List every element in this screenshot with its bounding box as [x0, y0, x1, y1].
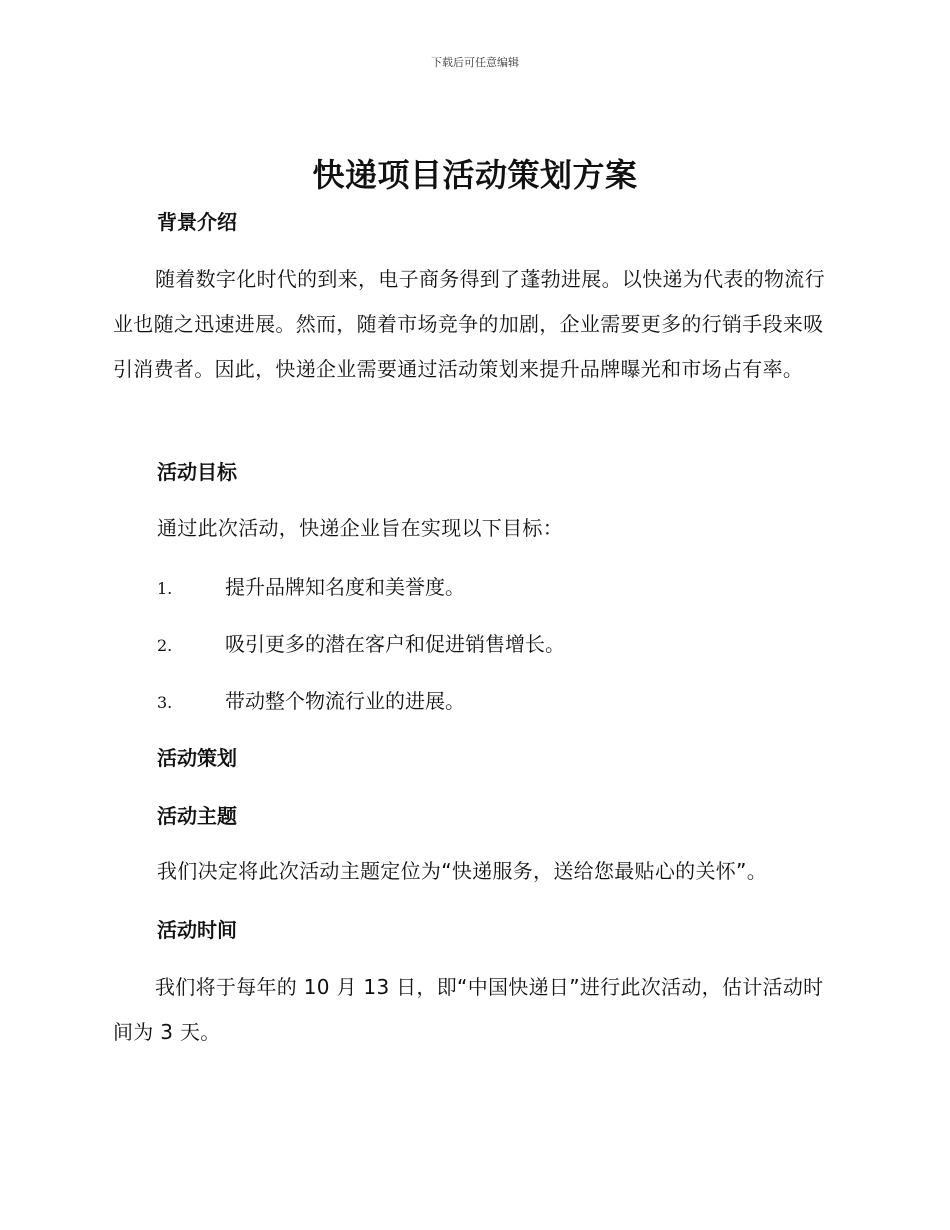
background-paragraph: 随着数字化时代的到来，电子商务得到了蓬勃进展。以快递为代表的物流行业也随之迅速进展。然而，随着市场竞争的加剧，企业需要更多的行销手段来吸引消费者。因此，快递企业需要通过活动策划来提升品牌曝光和市场占有率。 [113, 267, 825, 381]
goals-intro: 通过此次活动，快递企业旨在实现以下目标： [157, 516, 563, 540]
list-item-number: 3. [157, 693, 173, 712]
section-heading-goals: 活动目标 [157, 460, 237, 484]
list-item-text: 带动整个物流行业的进展。 [225, 689, 465, 713]
section-heading-background: 背景介绍 [157, 210, 237, 234]
section-heading-planning: 活动策划 [157, 746, 237, 770]
section-heading-time: 活动时间 [157, 918, 237, 942]
document-title: 快递项目活动策划方案 [312, 156, 638, 194]
list-item-number: 2. [157, 636, 173, 655]
list-item-text: 吸引更多的潜在客户和促进销售增长。 [225, 632, 565, 656]
list-item [157, 689, 465, 715]
time-paragraph: 我们将于每年的 10 月 13 日，即“中国快递日”进行此次活动，估计活动时间为 3 天。 [113, 975, 824, 1044]
theme-paragraph: 我们决定将此次活动主题定位为“快递服务，送给您最贴心的关怀”。 [157, 859, 768, 883]
list-item [157, 632, 565, 658]
list-item-number: 1. [157, 579, 173, 598]
list-item-text: 提升品牌知名度和美誉度。 [225, 575, 465, 599]
page-header: 下载后可任意编辑 [431, 56, 519, 69]
section-heading-theme: 活动主题 [157, 804, 237, 828]
list-item [157, 575, 465, 601]
